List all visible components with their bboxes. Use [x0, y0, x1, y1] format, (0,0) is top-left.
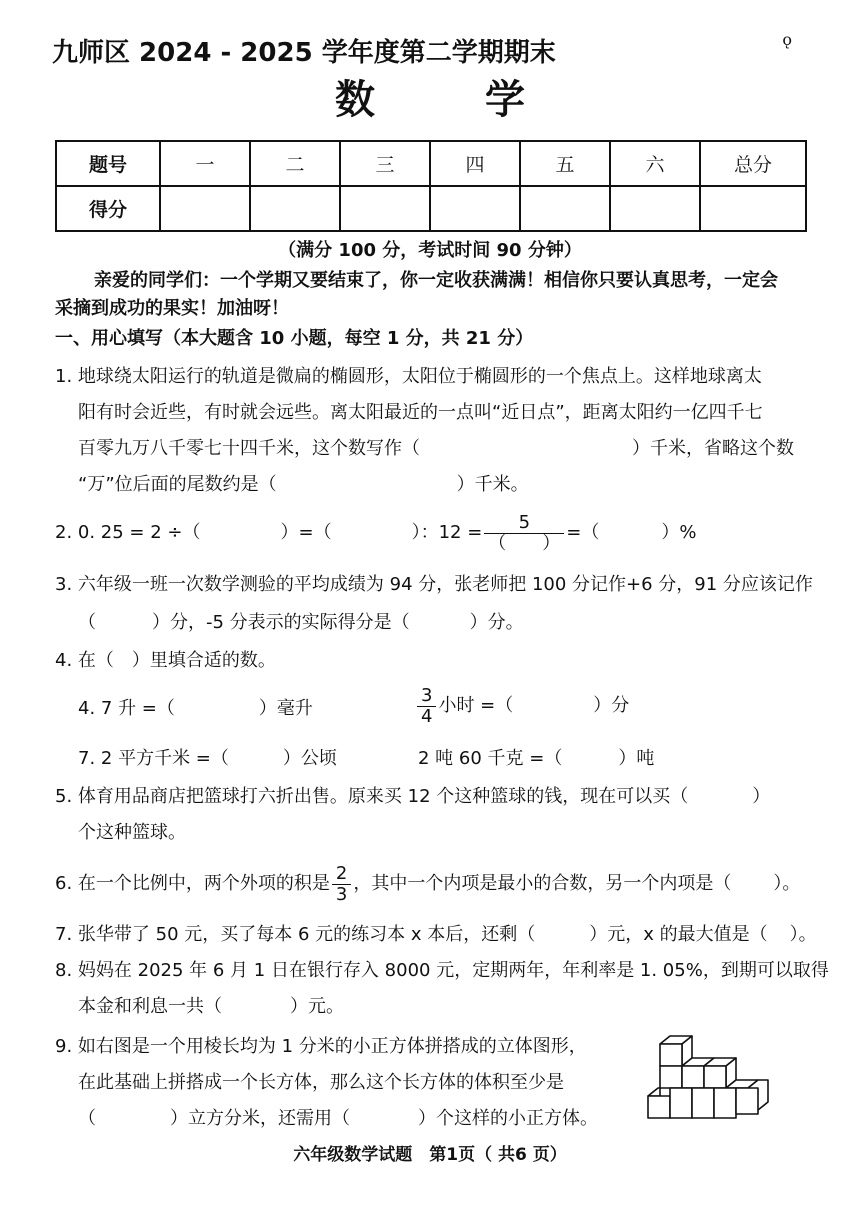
- cube-top-face: [648, 1088, 660, 1096]
- fraction: [332, 864, 351, 905]
- header-cell: 题号: [56, 141, 160, 186]
- score-cell[interactable]: [430, 186, 520, 231]
- question-5-line-2: 个这种篮球。: [78, 822, 186, 843]
- text: ）个这样的小正方体。: [418, 1108, 598, 1129]
- score-cell[interactable]: [700, 186, 806, 231]
- question-4-row-1-right: [415, 684, 715, 728]
- score-cell[interactable]: [340, 186, 430, 231]
- text: ）分，-5 分表示的实际得分是（: [152, 612, 410, 633]
- cube-figure: [640, 1032, 780, 1124]
- text: 6. 在一个比例中，两个外项的积是: [55, 873, 330, 894]
- question-4-row-2-right: [418, 746, 718, 772]
- header-cell: 四: [430, 141, 520, 186]
- question-4-line-1: 4. 在（ ）里填合适的数。: [55, 650, 276, 671]
- header-cell: 总分: [700, 141, 806, 186]
- question-8-line-2: [78, 994, 830, 1020]
- fraction: [484, 513, 564, 554]
- exam-info: （满分 100 分，考试时间 90 分钟）: [278, 240, 582, 261]
- cut-off-header: [52, 20, 572, 68]
- question-1-line-2: 阳有时会近些，有时就会远些。离太阳最近的一点叫“近日点”，距离太阳约一亿四千七: [78, 402, 763, 423]
- question-1-line-4: [78, 472, 830, 498]
- corner-mark: ǫ: [782, 30, 792, 49]
- score-cell[interactable]: [610, 186, 700, 231]
- header-cell: 三: [340, 141, 430, 186]
- header-cell: 五: [520, 141, 610, 186]
- question-9-line-2: 在此基础上拼搭成一个长方体，那么这个长方体的体积至少是: [78, 1072, 564, 1093]
- text: ）分。: [469, 612, 524, 633]
- header-text: 九师区 2024 - 2025 学年度第二学期期末: [52, 38, 556, 68]
- text: 5. 体育用品商店把篮球打六折出售。原来买 12 个这种篮球的钱，现在可以买（: [55, 786, 689, 807]
- text: 7. 2 平方千米 =（: [78, 748, 229, 769]
- score-table-score-row: [56, 186, 806, 231]
- text: ）：12 =: [411, 522, 483, 543]
- question-7: [55, 922, 817, 948]
- text: ）千米。: [456, 474, 529, 495]
- question-6: [55, 862, 807, 906]
- fraction-denominator[interactable]: （ ）: [488, 532, 561, 554]
- score-table: [55, 140, 807, 232]
- text: ）立方分米，还需用（: [170, 1108, 350, 1129]
- cube-front-face: [660, 1044, 682, 1066]
- title-char-2: 学: [485, 77, 527, 123]
- score-cell[interactable]: [160, 186, 250, 231]
- text: ）%: [661, 522, 697, 543]
- section-heading: 一、用心填写（本大题含 10 小题，每空 1 分，共 21 分）: [55, 328, 534, 349]
- question-1-line-3: [78, 436, 830, 462]
- score-cell[interactable]: [520, 186, 610, 231]
- text: ）。: [789, 924, 817, 945]
- text: ）=（: [280, 522, 332, 543]
- question-9-line-3: [78, 1106, 618, 1132]
- fraction-numerator: 3: [417, 686, 436, 707]
- text: ）: [752, 786, 771, 807]
- score-cell[interactable]: [250, 186, 340, 231]
- question-1-line-1: 1. 地球绕太阳运行的轨道是微扁的椭圆形，太阳位于椭圆形的一个焦点上。这样地球离太: [55, 366, 762, 387]
- text: ，其中一个内项是最小的合数，另一个内项是（: [353, 873, 732, 894]
- text: 小时 =（: [438, 695, 514, 716]
- question-3-line-1: 3. 六年级一班一次数学测验的平均成绩为 94 分，张老师把 100 分记作+6 分，91 分应该记作: [55, 574, 813, 595]
- text: ）千米，省略这个数: [632, 438, 794, 459]
- question-9-line-1: 9. 如右图是一个用棱长均为 1 分米的小正方体拼搭成的立体图形，: [55, 1036, 587, 1057]
- cube-front-face: [714, 1088, 736, 1118]
- page-footer: 六年级数学试题 第1页（ 共6 页）: [293, 1145, 567, 1165]
- text: 本金和利息一共（: [78, 996, 222, 1017]
- text: ）元，x 的最大值是（: [589, 924, 768, 945]
- text: 4. 7 升 =（: [78, 698, 175, 719]
- text: 2. 0. 25 = 2 ÷（: [55, 522, 201, 543]
- header-cell: 二: [250, 141, 340, 186]
- score-table-header-row: [56, 141, 806, 186]
- greeting-line-2: 采摘到成功的果实！加油呀！: [55, 298, 289, 319]
- fraction-numerator: 2: [332, 864, 351, 885]
- cube-front-face: [670, 1088, 692, 1118]
- title-char-1: 数: [335, 77, 377, 123]
- cube-front-face: [704, 1066, 726, 1088]
- greeting-line-1: 亲爱的同学们：一个学期又要结束了，你一定收获满满！相信你只要认真思考，一定会: [94, 270, 778, 291]
- text: 7. 张华带了 50 元，买了每本 6 元的练习本 x 本后，还剩（: [55, 924, 536, 945]
- question-5-line-1: [55, 784, 807, 810]
- fraction-denominator: 3: [335, 883, 348, 905]
- text: “万”位后面的尾数约是（: [78, 474, 277, 495]
- text: ）吨: [618, 748, 655, 769]
- text: =（: [566, 522, 600, 543]
- cube-front-face: [648, 1096, 670, 1118]
- cube-front-face: [660, 1066, 682, 1088]
- text: ）公顷: [282, 748, 337, 769]
- text: ）分: [593, 695, 630, 716]
- score-label-cell: 得分: [56, 186, 160, 231]
- question-2: [55, 512, 807, 554]
- cube-front-face: [692, 1088, 714, 1118]
- text: ）。: [773, 873, 801, 894]
- text: ）元。: [290, 996, 344, 1017]
- question-8-line-1: 8. 妈妈在 2025 年 6 月 1 日在银行存入 8000 元，定期两年，年利率是 1. 05%，到期可以取得: [55, 960, 829, 981]
- text: 百零九万八千零七十四千米，这个数写作（: [78, 438, 420, 459]
- header-cell: 六: [610, 141, 700, 186]
- fraction-numerator: 5: [484, 513, 564, 534]
- text: （: [78, 1108, 96, 1129]
- text: 2 吨 60 千克 =（: [418, 748, 563, 769]
- text: （: [78, 612, 96, 633]
- text: ）毫升: [258, 698, 313, 719]
- question-3-line-2: [78, 610, 830, 636]
- fraction: [417, 686, 436, 727]
- cube-front-face: [736, 1088, 758, 1114]
- header-cell: 一: [160, 141, 250, 186]
- cube-front-face: [682, 1066, 704, 1088]
- fraction-denominator: 4: [421, 705, 433, 727]
